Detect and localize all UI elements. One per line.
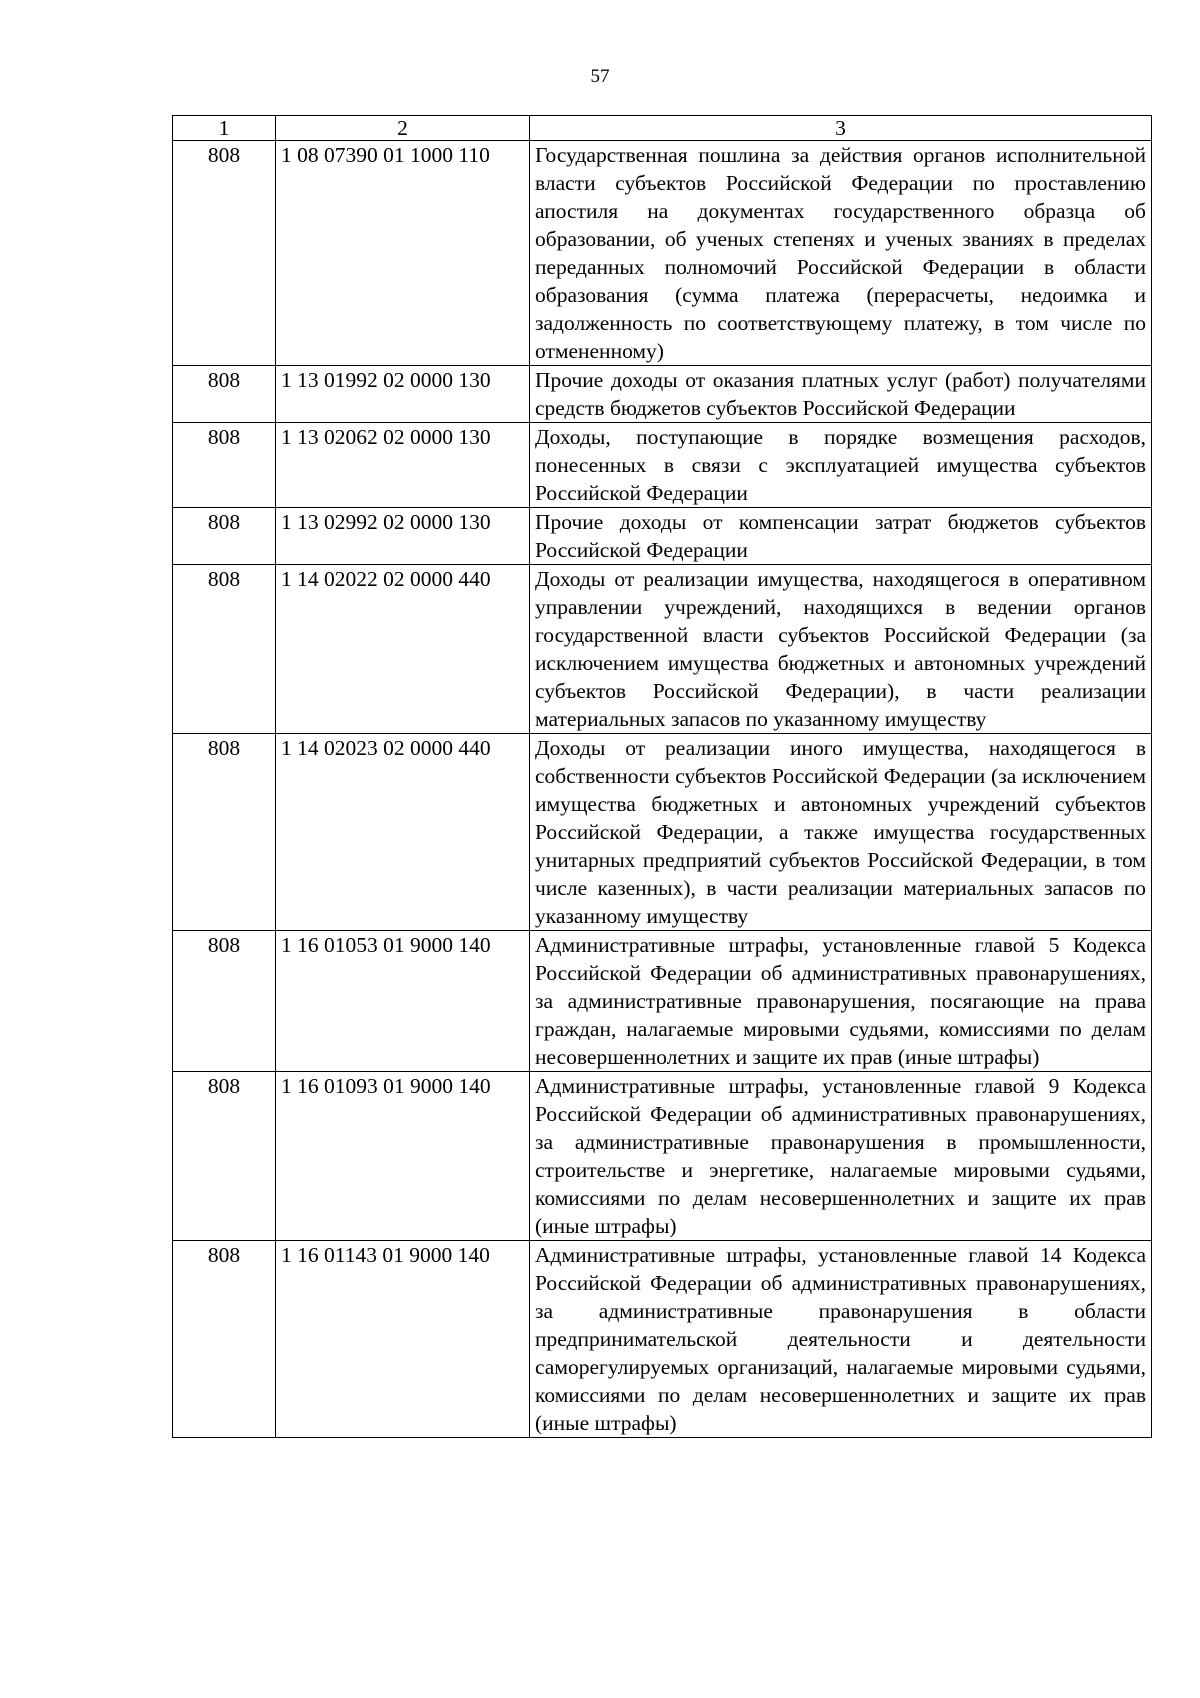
admin-code-cell: 808 <box>173 1241 276 1438</box>
table-header-row <box>173 116 1152 141</box>
admin-code-cell: 808 <box>173 423 276 508</box>
admin-code-cell: 808 <box>173 931 276 1072</box>
table-row <box>173 366 1152 423</box>
admin-code-cell: 808 <box>173 141 276 366</box>
column-header-1: 1 <box>173 116 276 141</box>
kbk-code-cell: 1 16 01053 01 9000 140 <box>276 931 530 1072</box>
admin-code-cell: 808 <box>173 508 276 565</box>
kbk-code-cell: 1 13 01992 02 0000 130 <box>276 366 530 423</box>
table-row <box>173 1072 1152 1241</box>
description-cell: Государственная пошлина за действия органов исполнительной власти субъектов Российской Федерации по проставлению апостиля на документах государственного образца об образовании, об ученых степенях и ученых званиях в пределах переданных полномочий Российской Федерации в области образования (сумма платежа (перерасчеты, недоимка и задолженность по соответствующему платежу, в том числе по отмененному) <box>530 141 1152 366</box>
kbk-code-cell: 1 13 02062 02 0000 130 <box>276 423 530 508</box>
table-row <box>173 423 1152 508</box>
description-cell: Доходы от реализации иного имущества, находящегося в собственности субъектов Российской Федерации (за исключением имущества бюджетных и автономных учреждений субъектов Российской Федерации, а также имущества государственных унитарных предприятий субъектов Российской Федерации, в том числе казенных), в части реализации материальных запасов по указанному имуществу <box>530 734 1152 931</box>
table-row <box>173 141 1152 366</box>
budget-classification-table <box>172 115 1152 1438</box>
table-row <box>173 734 1152 931</box>
description-cell: Административные штрафы, установленные главой 14 Кодекса Российской Федерации об административных правонарушениях, за административные правонарушения в области предпринимательской деятельности и деятельности саморегулируемых организаций, налагаемые мировыми судьями, комиссиями по делам несовершеннолетних и защите их прав (иные штрафы) <box>530 1241 1152 1438</box>
table-row <box>173 565 1152 734</box>
description-cell: Доходы от реализации имущества, находящегося в оперативном управлении учреждений, находящихся в ведении органов государственной власти субъектов Российской Федерации (за исключением имущества бюджетных и автономных учреждений субъектов Российской Федерации), в части реализации материальных запасов по указанному имуществу <box>530 565 1152 734</box>
column-header-3: 3 <box>530 116 1152 141</box>
admin-code-cell: 808 <box>173 565 276 734</box>
description-cell: Прочие доходы от оказания платных услуг (работ) получателями средств бюджетов субъектов Российской Федерации <box>530 366 1152 423</box>
admin-code-cell: 808 <box>173 1072 276 1241</box>
kbk-code-cell: 1 14 02022 02 0000 440 <box>276 565 530 734</box>
page-number: 57 <box>590 66 610 87</box>
kbk-code-cell: 1 13 02992 02 0000 130 <box>276 508 530 565</box>
kbk-code-cell: 1 08 07390 01 1000 110 <box>276 141 530 366</box>
admin-code-cell: 808 <box>173 366 276 423</box>
description-cell: Административные штрафы, установленные главой 9 Кодекса Российской Федерации об административных правонарушениях, за административные правонарушения в промышленности, строительстве и энергетике, налагаемые мировыми судьями, комиссиями по делам несовершеннолетних и защите их прав (иные штрафы) <box>530 1072 1152 1241</box>
admin-code-cell: 808 <box>173 734 276 931</box>
description-cell: Прочие доходы от компенсации затрат бюджетов субъектов Российской Федерации <box>530 508 1152 565</box>
kbk-code-cell: 1 16 01093 01 9000 140 <box>276 1072 530 1241</box>
kbk-code-cell: 1 14 02023 02 0000 440 <box>276 734 530 931</box>
table-row <box>173 931 1152 1072</box>
column-header-2: 2 <box>276 116 530 141</box>
description-cell: Доходы, поступающие в порядке возмещения расходов, понесенных в связи с эксплуатацией имущества субъектов Российской Федерации <box>530 423 1152 508</box>
kbk-code-cell: 1 16 01143 01 9000 140 <box>276 1241 530 1438</box>
table-row <box>173 508 1152 565</box>
table-row <box>173 1241 1152 1438</box>
description-cell: Административные штрафы, установленные главой 5 Кодекса Российской Федерации об административных правонарушениях, за административные правонарушения, посягающие на права граждан, налагаемые мировыми судьями, комиссиями по делам несовершеннолетних и защите их прав (иные штрафы) <box>530 931 1152 1072</box>
